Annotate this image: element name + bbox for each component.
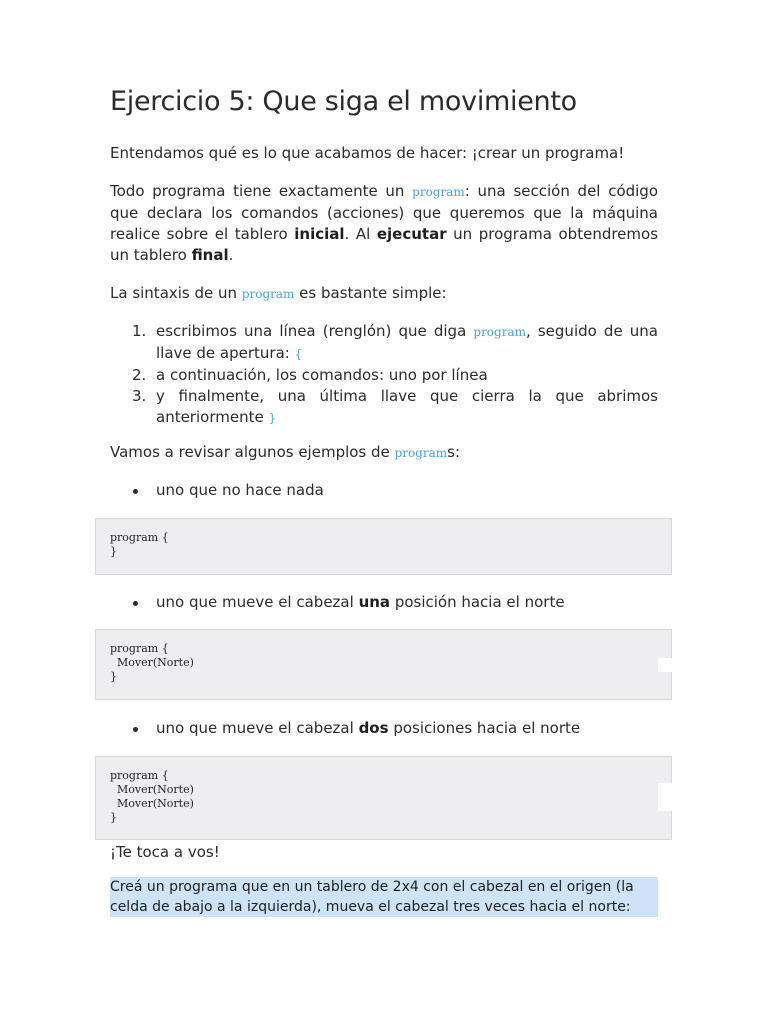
inline-code: {	[294, 347, 303, 361]
list-item	[110, 386, 658, 429]
inline-code: program	[412, 185, 465, 199]
bold-text: ejecutar	[376, 225, 447, 243]
code-line: }	[110, 811, 117, 824]
intro-paragraph: Entendamos qué es lo que acabamos de hacer: ¡crear un programa!	[110, 144, 625, 162]
text: escribimos una línea (renglón) que diga	[156, 322, 474, 340]
program-definition-paragraph	[110, 181, 658, 266]
code-line: Mover(Norte)	[110, 783, 194, 796]
list-item	[110, 365, 658, 386]
text: a continuación, los comandos: uno por línea	[156, 366, 488, 384]
text: .	[228, 246, 234, 264]
code-line: Mover(Norte)	[110, 656, 194, 669]
list-item	[110, 718, 658, 739]
bold-text: final	[191, 246, 229, 264]
code-block	[95, 756, 672, 840]
code-block	[95, 518, 672, 575]
syntax-paragraph	[110, 283, 658, 305]
list-number: 1.	[132, 322, 147, 340]
text: un programa obtendremos un tablero	[110, 225, 659, 264]
list-number: 3.	[132, 387, 147, 405]
text: posiciones hacia el norte	[388, 719, 581, 737]
inline-code: program	[394, 446, 448, 460]
bullet-icon	[133, 601, 138, 606]
code-line: Mover(Norte)	[110, 797, 194, 810]
text: : una sección del código que declara los comandos (acciones) que queremos que la máquina realice sobre el tablero	[110, 182, 659, 243]
bold-text: una	[358, 593, 391, 611]
code-block	[95, 629, 672, 700]
syntax-steps-list	[110, 321, 658, 429]
code-line: }	[110, 670, 117, 683]
list-item	[110, 480, 658, 501]
text: , seguido de una llave de apertura:	[156, 322, 658, 362]
code-line: program {	[110, 769, 169, 782]
code-line: program {	[110, 642, 169, 655]
examples-intro-paragraph	[110, 442, 658, 464]
code-line: }	[110, 545, 117, 558]
scroll-edge	[658, 783, 672, 811]
text: . Al	[344, 225, 377, 243]
text: uno que no hace nada	[156, 481, 324, 499]
text: y finalmente, una última llave que cierra la que abrimos anteriormente	[156, 387, 658, 426]
list-item	[110, 592, 658, 613]
task-instructions: Creá un programa que en un tablero de 2x4 con el cabezal en el origen (la celda de abajo a la izquierda), mueva el cabezal tres veces hacia el norte:	[110, 877, 658, 917]
inline-code: program	[473, 325, 526, 339]
text: uno que mueve el cabezal	[156, 593, 359, 611]
page-title: Ejercicio 5: Que siga el movimiento	[110, 86, 577, 117]
te-toca-heading: ¡Te toca a vos!	[110, 843, 220, 861]
inline-code: }	[268, 411, 277, 425]
list-number: 2.	[132, 366, 147, 384]
list-item	[110, 321, 658, 365]
bold-text: dos	[358, 719, 389, 737]
bullet-icon	[133, 727, 138, 732]
text: es bastante simple:	[294, 284, 447, 302]
text: Vamos a revisar algunos ejemplos de	[110, 443, 395, 461]
text: posición hacia el norte	[390, 593, 565, 611]
text: s:	[447, 443, 460, 461]
bullet-icon	[133, 489, 138, 494]
bold-text: inicial	[294, 225, 345, 243]
text: Todo programa tiene exactamente un	[110, 182, 413, 200]
text: La sintaxis de un	[110, 284, 242, 302]
text: uno que mueve el cabezal	[156, 719, 359, 737]
scroll-edge	[658, 658, 672, 672]
code-line: program {	[110, 531, 169, 544]
inline-code: program	[241, 287, 295, 301]
